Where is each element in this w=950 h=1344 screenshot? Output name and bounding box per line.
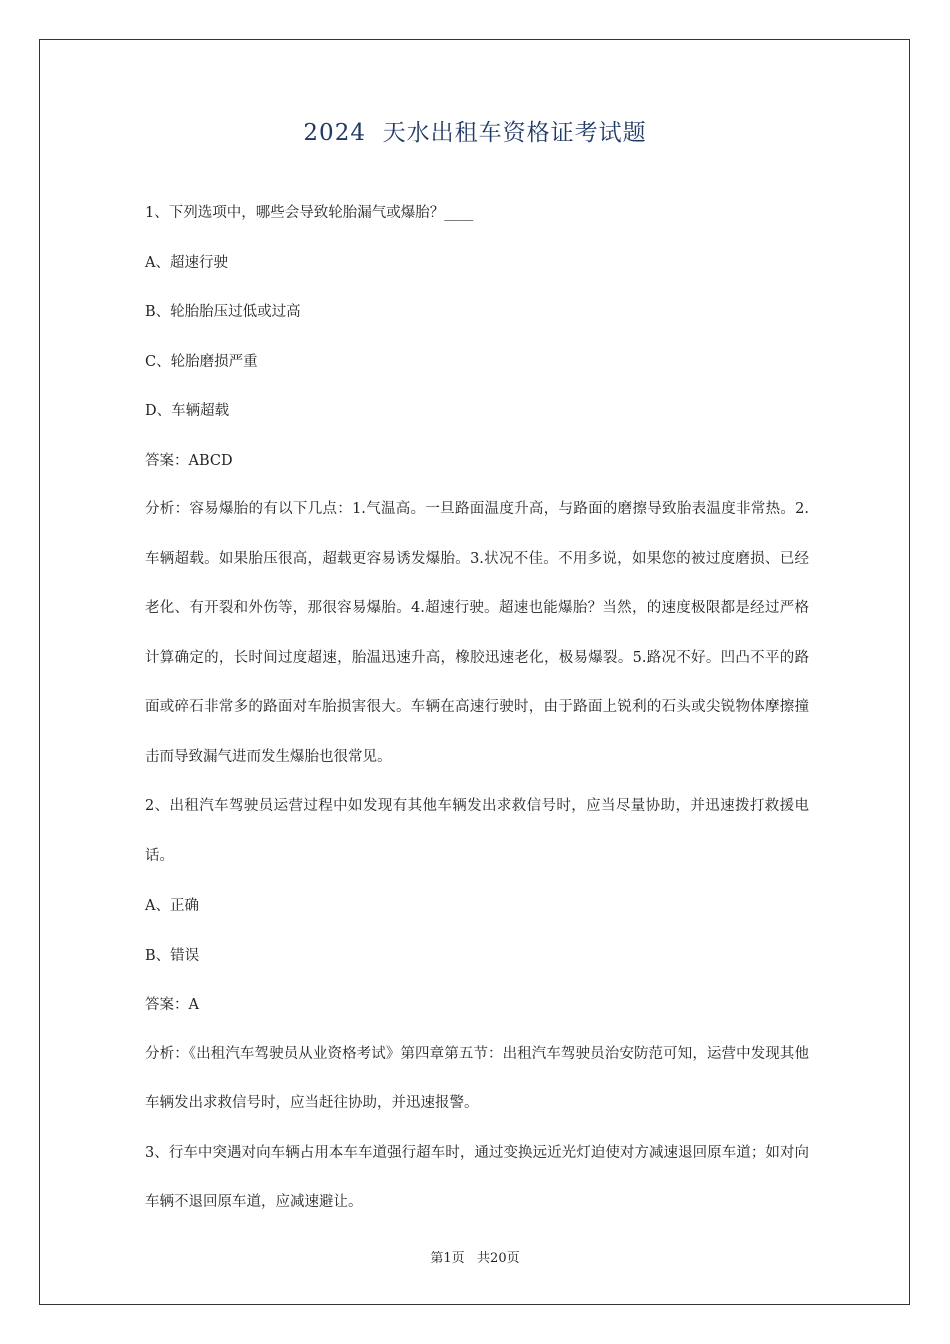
question-1-option-b: B、轮胎胎压过低或过高 [145,304,301,320]
question-1-stem: 1、下列选项中，哪些会导致轮胎漏气或爆胎？____ [145,205,474,221]
document-title: 2024 天水出租车资格证考试题 [303,120,647,146]
question-1-option-a: A、超速行驶 [145,254,228,271]
question-1-analysis: 分析：容易爆胎的有以下几点：1.气温高。一旦路面温度升高，与路面的磨擦导致胎表温度非常热。2.车辆超载。如果胎压很高，超载更容易诱发爆胎。3.状况不佳。不用多说，如果您的被过度磨损、已经老化、有开裂和外伤等，那很容易爆胎。4.超速行驶。超速也能爆胎？当然，的速度极限都是经过严格计算确定的，长时间过度超速，胎温迅速升高，橡胶迅速老化，极易爆裂。5.路况不好。凹凸不平的路面或碎石非常多的路面对车胎损害很大。车辆在高速行驶时，由于路面上锐利的石头或尖锐物体摩擦撞击而导致漏气进而发生爆胎也很常见。 [145,501,809,765]
question-2-analysis: 分析：《出租汽车驾驶员从业资格考试》第四章第五节：出租汽车驾驶员治安防范可知，运营中发现其他车辆发出求救信号时，应当赶往协助，并迅速报警。 [145,1045,809,1111]
question-1-answer: 答案：ABCD [145,452,233,469]
question-2-option-a: A、正确 [145,898,199,914]
question-2-stem: 2、出租汽车驾驶员运营过程中如发现有其他车辆发出求救信号时，应当尽量协助，并迅速拨打救援电话。 [145,798,809,864]
document-body [145,198,809,1228]
question-2-option-b: B、错误 [145,947,200,964]
question-3-stem: 3、行车中突遇对向车辆占用本车车道强行超车时，通过变换远近光灯迫使对方减速退回原车道；如对向车辆不退回原车道，应减速避让。 [145,1144,809,1210]
question-1-option-c: C、轮胎磨损严重 [145,353,258,370]
question-1-option-d: D、车辆超载 [145,403,230,419]
page-footer: 第1页 共20页 [430,1251,520,1266]
question-2-answer: 答案：A [145,997,199,1013]
